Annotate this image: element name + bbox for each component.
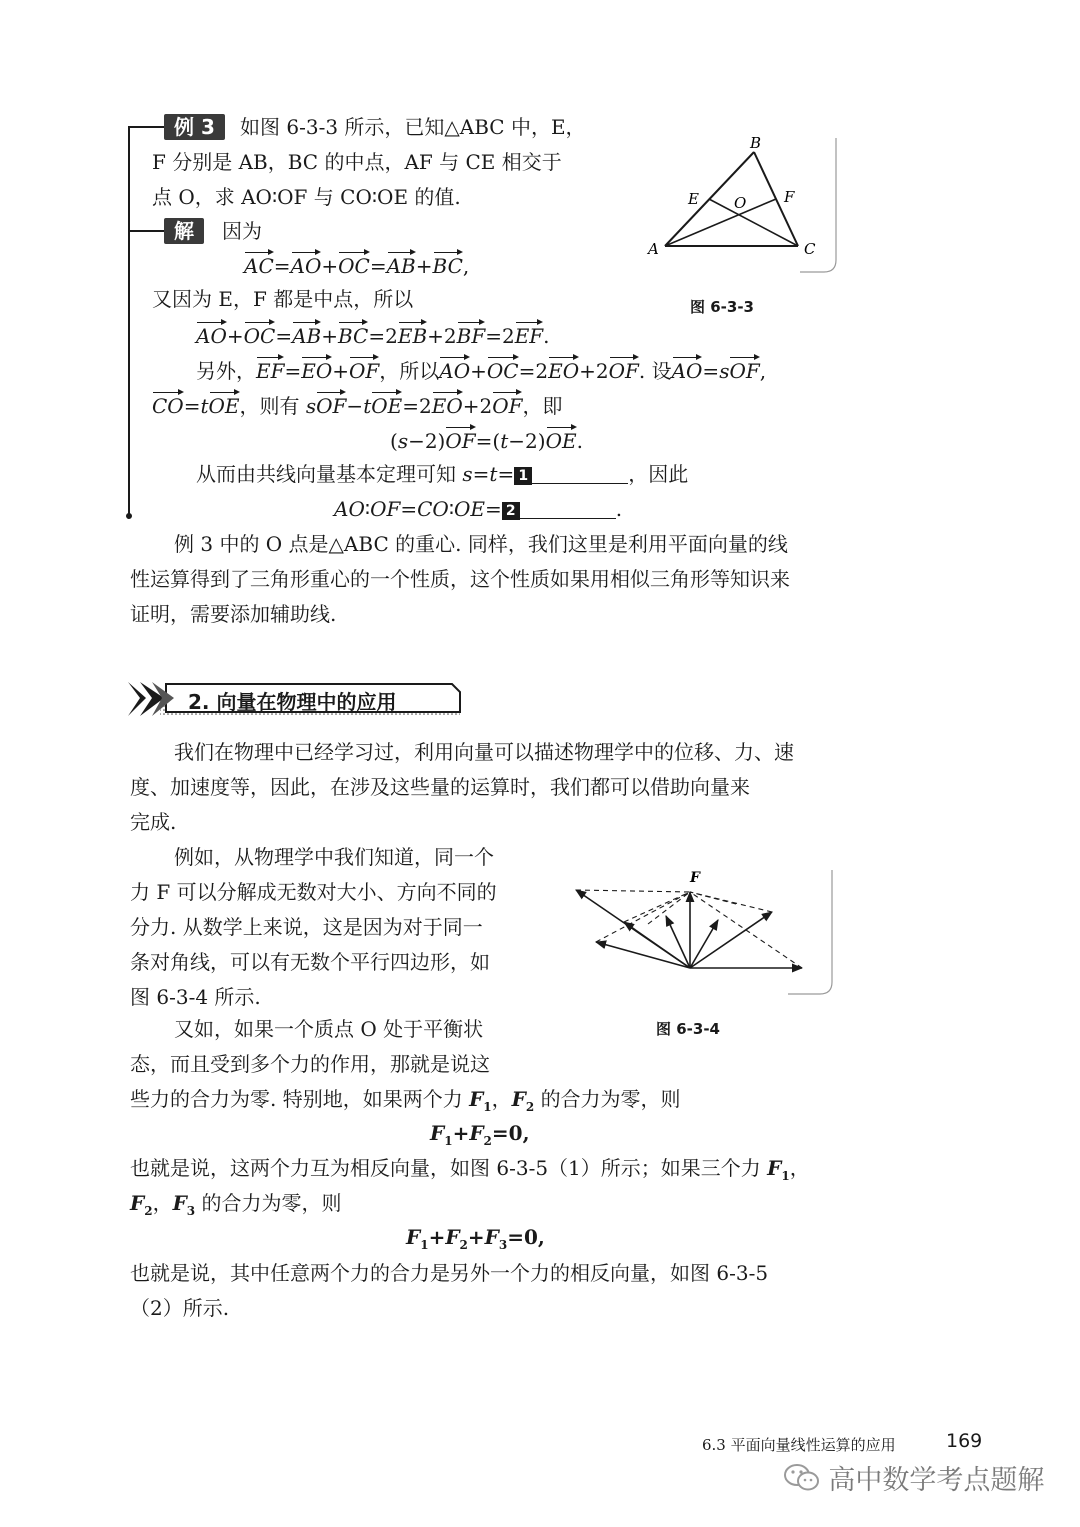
balance-line-4-text: 也就是说，这两个力互为相反向量，如图 6-3-5（1）所示；如果三个力 — [130, 1156, 761, 1180]
midpoint-e-label: E — [688, 190, 699, 208]
blank-2-marker: 2 — [502, 502, 520, 520]
centroid-line-1: 例 3 中的 O 点是△ABC 的重心. 同样，我们这里是利用平面向量的线 — [174, 532, 788, 556]
example-3-tag: 例 3 — [164, 114, 225, 140]
blank-2[interactable] — [520, 498, 616, 519]
centroid-line-2: 性运算得到了三角形重心的一个性质，这个性质如果用相似三角形等知识来 — [130, 567, 790, 591]
equation-1: AC=AO+OC=AB+BC, — [244, 249, 469, 281]
force-line-1: 例如，从物理学中我们知道，同一个 — [174, 845, 494, 869]
footer-section-label: 6.3 平面向量线性运算的应用 — [702, 1436, 896, 1454]
figure-6-3-4 — [568, 864, 840, 1004]
physics-line-3: 完成. — [130, 810, 177, 834]
blank-1-marker: 1 — [514, 467, 532, 485]
centroid-line-3: 证明，需要添加辅助线. — [130, 602, 337, 626]
then-have-text: ，则有 — [239, 394, 300, 418]
physics-line-2: 度、加速度等，因此，在涉及这些量的运算时，我们都可以借助向量来 — [130, 775, 750, 799]
force-line-5: 图 6-3-4 所示. — [130, 985, 261, 1009]
from-theorem-text: 从而由共线向量基本定理可知 — [196, 462, 456, 486]
solution-tag: 解 — [164, 218, 204, 244]
force-line-2: 力 F 可以分解成无数对大小、方向不同的 — [130, 880, 497, 904]
balance-line-6: 也就是说，其中任意两个力的合力是另外一个力的相反向量，如图 6-3-5 — [130, 1261, 769, 1285]
section-title: 2. 向量在物理中的应用 — [188, 690, 397, 714]
equation-3: 另外，EF=EO+OF，所以AO+OC=2EO+2OF. 设AO=sOF, — [196, 354, 766, 386]
force-line-4: 条对角线，可以有无数个平行四边形，如 — [130, 950, 490, 974]
balance-line-5: $F_2$，$F_3$ 的合力为零，则 — [130, 1191, 342, 1218]
also-because-text: 又因为 E，F 都是中点，所以 — [152, 287, 414, 311]
let-text: 设 — [651, 359, 672, 383]
figure-6-3-3 — [640, 128, 846, 278]
problem-line-2: F 分别是 AB，BC 的中点，AF 与 CE 相交于 — [152, 150, 562, 174]
equation-4: CO=tOE，则有 sOF−tOE=2EO+2OF，即 — [152, 389, 562, 421]
so-text: 所以 — [399, 359, 440, 383]
midpoint-f-label: F — [784, 188, 795, 206]
vertex-b-label: B — [750, 134, 762, 152]
equation-2: AO+OC=AB+BC=2EB+2BF=2EF. — [196, 319, 550, 351]
force-f-label: F — [690, 870, 700, 886]
therefore-text: ，因此 — [628, 462, 689, 486]
equation-7: AO∶OF=CO∶OE= 2 . — [334, 497, 623, 521]
balance-line-3: 些力的合力为零. 特别地，如果两个力 $F_1$，$F_2$ 的合力为零，则 — [130, 1087, 681, 1114]
equation-6: 从而由共线向量基本定理可知 s=t= 1 ，因此 — [196, 462, 689, 486]
section-arrow-icon — [128, 682, 146, 716]
figure-6-3-3-caption: 图 6-3-3 — [690, 298, 754, 316]
balance-line-2: 态，而且受到多个力的作用，那就是说这 — [130, 1052, 490, 1076]
point-o-label: O — [734, 194, 747, 212]
balance-line-7: （2）所示. — [130, 1296, 230, 1320]
vertex-c-label: C — [804, 240, 816, 258]
balance-line-3a: 些力的合力为零. 特别地，如果两个力 — [130, 1087, 463, 1111]
equation-two-forces: $F_1+F_2=0$, — [430, 1121, 530, 1148]
besides-text: 另外， — [196, 359, 256, 383]
figure-6-3-4-caption: 图 6-3-4 — [656, 1020, 720, 1038]
watermark — [782, 1458, 1044, 1497]
balance-line-5-text: 的合力为零，则 — [201, 1191, 342, 1215]
balance-line-4: 也就是说，这两个力互为相反向量，如图 6-3-5（1）所示；如果三个力 $F_1$， — [130, 1156, 810, 1183]
because-text: 因为 — [222, 219, 262, 243]
wechat-icon — [782, 1461, 822, 1495]
blank-1[interactable] — [532, 463, 628, 484]
problem-line-1: 如图 6-3-3 所示，已知△ABC 中，E， — [240, 115, 586, 139]
balance-line-1: 又如，如果一个质点 O 处于平衡状 — [174, 1017, 484, 1041]
watermark-text: 高中数学考点题解 — [828, 1465, 1045, 1496]
equation-5: (s−2)OF=(t−2)OE. — [390, 424, 583, 456]
i-e-text: ，即 — [522, 394, 563, 418]
physics-line-1: 我们在物理中已经学习过，利用向量可以描述物理学中的位移、力、速 — [174, 740, 794, 764]
median-af — [665, 199, 776, 246]
problem-line-3: 点 O，求 AO∶OF 与 CO∶OE 的值. — [152, 185, 461, 209]
equation-three-forces: $F_1+F_2+F_3=0$, — [406, 1225, 545, 1252]
balance-line-3b: 的合力为零，则 — [540, 1087, 681, 1111]
page-number: 169 — [946, 1430, 983, 1452]
force-line-3: 分力. 从数学上来说，这是因为对于同一 — [130, 915, 483, 939]
vertex-a-label: A — [648, 240, 659, 258]
